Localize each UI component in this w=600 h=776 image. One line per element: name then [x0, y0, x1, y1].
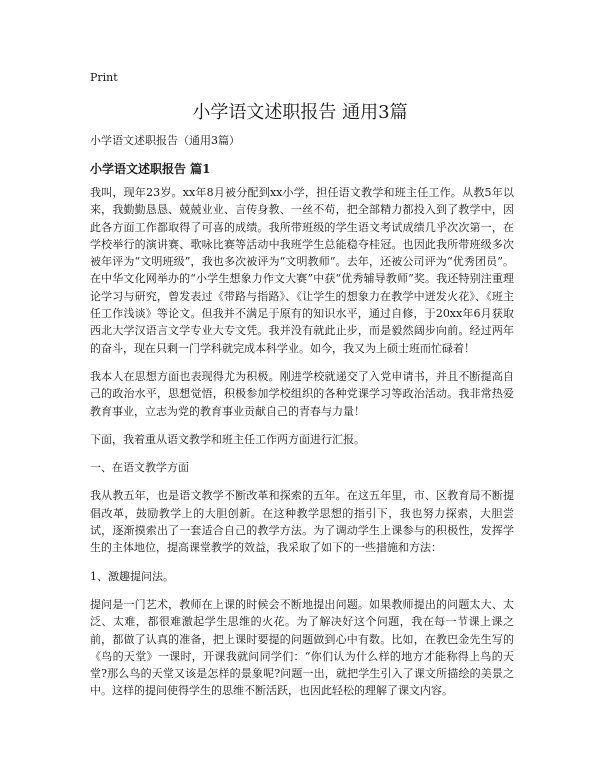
section-heading: 小学语文述职报告 篇1 [90, 162, 211, 176]
paragraph-section-one-heading: 一、在语文教学方面 [90, 461, 189, 475]
document-title: 小学语文述职报告 通用3篇 [192, 102, 408, 123]
paragraph-introduction: 我叫，现年23岁。xx年8月被分配到xx小学，担任语文教学和班主任工作。从教5年以来，我勤勤恳恳、兢兢业业、言传身教、一丝不苟，把全部精力都投入到了教学中，因此各方面工作都取得了可喜的成绩。我所带班级的学生语文考试成绩几乎次次第一，在学校举行的演讲赛、歌咏比赛等活动中我班学生总能稳夺桂冠。也因此我所带班级多次被年评为“文明班级”，我也多次被评为“文明教师”。去年，还被公司评为“优秀团员”。在中华文化网举办的“小学生想象力作文大赛”中获“优秀辅导教师”奖。我还特别注重理论学习与研究，曾发表过《带路与指路》、《让学生的想象力在教学中迸发火花》、《班主任工作浅谈》等论文。但我并不满足于原有的知识水平，通过自修，于20xx年6月获取西北大学汉语言文学专业大专文凭。我并没有就此止步，而是毅然阔步向前。经过两年的奋斗，现在只剩一门学科就完成本科学业。如今，我又为上硕士班而忙碌着！ [90, 186, 514, 355]
print-label: Print [90, 71, 118, 84]
paragraph-method-heading: 1、激趣提问法。 [90, 569, 174, 583]
paragraph-questioning: 提问是一门艺术，教师在上课的时候会不断地提出问题。如果教师提出的问题太大、太泛、太难，都很难激起学生思维的火花。为了解决好这个问题，我在每一节课上课之前，都做了认真的准备，把上课时要提的问题做到心中有数。比如，在教巴金先生写的《鸟的天堂》一课时，开课我就问同学们：“你们认为什么样的地方才能称得上鸟的天堂?那么鸟的天堂又该是怎样的景象呢?问题一出，就把学生引入了课文所描绘的美景之中。这样的提问使得学生的思维不断活跃，也因此轻松的理解了课文内容。 [90, 597, 514, 698]
paragraph-overview: 下面，我着重从语文教学和班主任工作两方面进行汇报。 [90, 432, 365, 446]
document-subtitle: 小学语文述职报告（通用3篇） [90, 134, 240, 147]
document-body [90, 184, 514, 711]
paragraph-teaching-reform: 我从教五年，也是语文教学不断改革和探索的五年。在这五年里，市、区教育局不断提倡改革，鼓励教学上的大胆创新。在这种教学思想的指引下，我也努力探索，大胆尝试，逐渐摸索出了一套适合自己的教学方法。为了调动学生上课参与的积极性，发挥学生的主体地位，提高课堂教学的效益，我采取了如下的一些措施和方法： [90, 489, 514, 555]
paragraph-ideology: 我本人在思想方面也表现得尤为积极。刚进学校就递交了入党申请书，并且不断提高自己的政治水平，思想觉悟，积极参加学校组织的各种党课学习等政治活动。我非常热爱教育事业，立志为党的教育事业贡献自己的青春与力量！ [90, 369, 514, 418]
